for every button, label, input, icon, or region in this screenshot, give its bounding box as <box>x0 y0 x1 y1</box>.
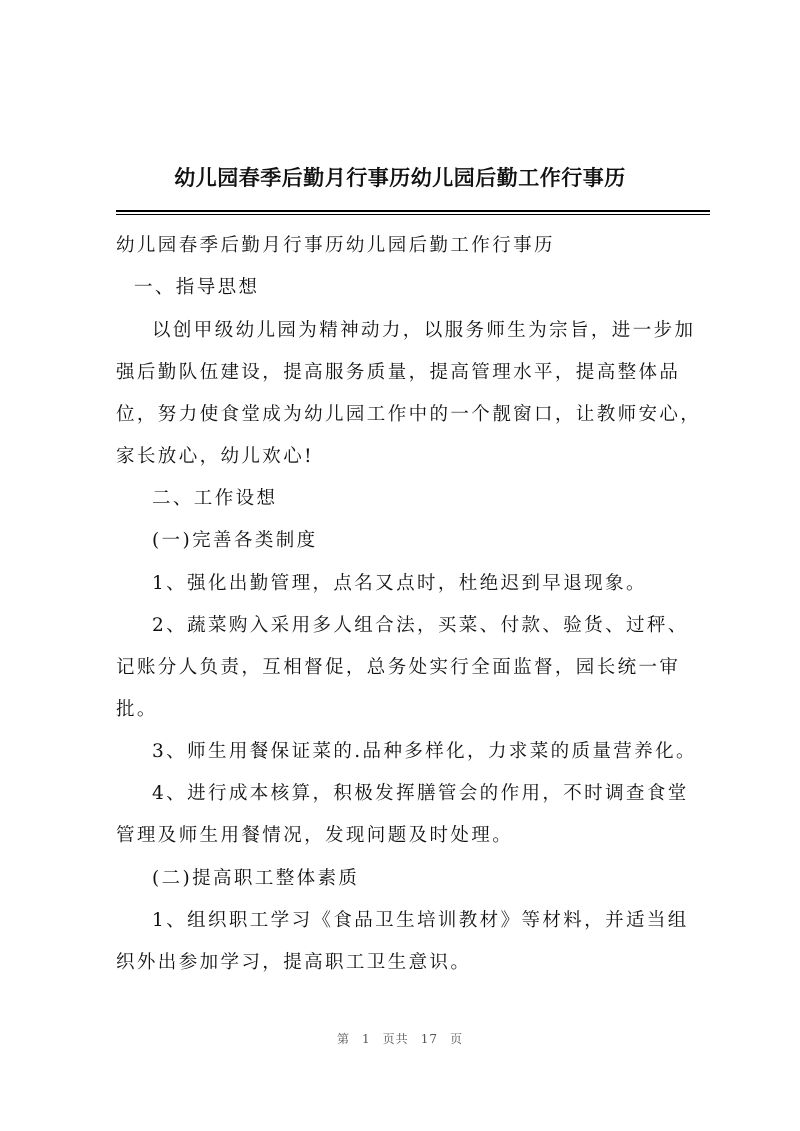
footer-label-pages: 页 <box>449 1032 463 1046</box>
list-item-continued: 管理及师生用餐情况，发现问题及时处理。 <box>116 825 514 846</box>
title-rule <box>116 210 710 212</box>
paragraph-line: 家长放心，幼儿欢心! <box>116 446 314 467</box>
subsection-heading: (二)提高职工整体素质 <box>152 868 360 889</box>
page-footer <box>0 1030 800 1047</box>
list-item: 3、师生用餐保证菜的.品种多样化，力求菜的质量营养化。 <box>152 741 697 762</box>
section-heading: 一、指导思想 <box>134 277 260 298</box>
subsection-heading: (一)完善各类制度 <box>152 530 318 551</box>
subtitle-line: 幼儿园春季后勤月行事历幼儿园后勤工作行事历 <box>116 235 555 256</box>
list-item: 4、进行成本核算，积极发挥膳管会的作用，不时调查食堂 <box>152 783 689 804</box>
list-item-continued: 记账分人负责，互相督促，总务处实行全面监督，园长统一审 <box>116 657 681 678</box>
footer-label-of: 页共 <box>382 1032 409 1046</box>
list-item: 2、蔬菜购入采用多人组合法，买菜、付款、验货、过秤、 <box>152 615 689 636</box>
paragraph-line: 以创甲级幼儿园为精神动力，以服务师生为宗旨，进一步加 <box>152 320 696 341</box>
footer-total-pages: 17 <box>420 1032 438 1046</box>
section-heading: 二、工作设想 <box>152 488 278 509</box>
footer-label-page: 第 <box>337 1032 351 1046</box>
paragraph-line: 位，努力使食堂成为幼儿园工作中的一个靓窗口，让教师安心， <box>116 404 702 425</box>
paragraph-line: 强后勤队伍建设，提高服务质量，提高管理水平，提高整体品 <box>116 362 681 383</box>
list-item: 1、强化出勤管理，点名又点时，杜绝迟到早退现象。 <box>152 573 647 594</box>
list-item-continued: 批。 <box>116 699 158 720</box>
document-title: 幼儿园春季后勤月行事历幼儿园后勤工作行事历 <box>174 165 626 190</box>
list-item: 1、组织职工学习《食品卫生培训教材》等材料，并适当组 <box>152 910 689 931</box>
list-item-continued: 织外出参加学习，提高职工卫生意识。 <box>116 952 472 973</box>
footer-current-page: 1 <box>362 1032 371 1046</box>
